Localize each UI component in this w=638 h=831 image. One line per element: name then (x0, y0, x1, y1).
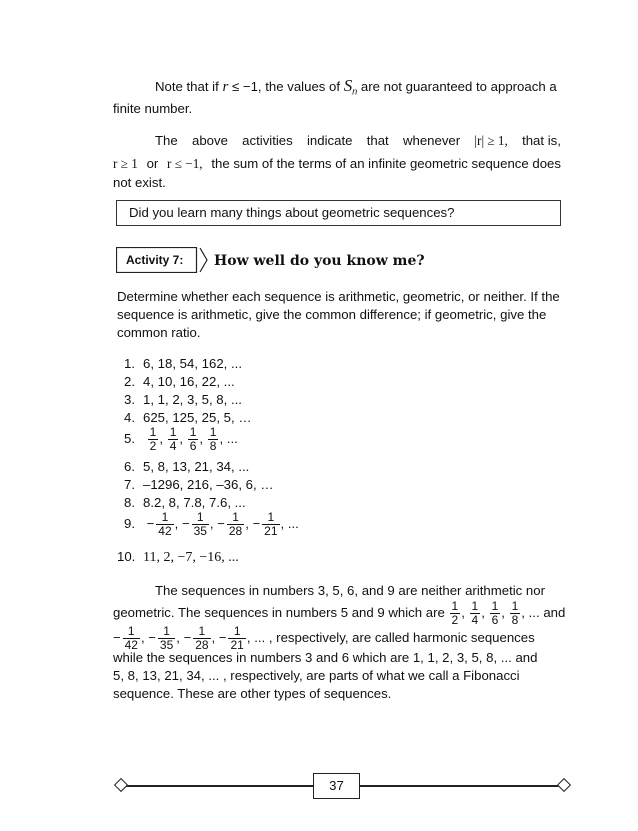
word: or (146, 156, 159, 171)
instruction-line: Determine whether each sequence is arithmetic, geometric, or neither. If the (117, 289, 560, 304)
word: whenever (402, 133, 461, 148)
activities-line-1 (155, 133, 561, 149)
footer-diamond-right (557, 778, 571, 792)
abs-r-inequality: |r| ≥ 1, (474, 133, 508, 148)
list-item: 9. − $\frac{1}{42}$ , − $\frac{1}{35}$ , − $\frac{1}{28}$ , − $\frac{1}{21}$ , ... (124, 510, 299, 539)
conclusion-line: while the sequences in numbers 3 and 6 which are 1, 1, 2, 3, 5, 8, ... and (113, 650, 538, 665)
question-box (116, 200, 561, 226)
subscript-n: n (352, 86, 358, 97)
fraction: $\frac{1}{6}$ (189, 425, 197, 454)
note-inequality: ≤ −1, (231, 79, 262, 94)
list-item: 6. 5, 8, 13, 21, 34, ... (124, 459, 250, 474)
variable-r: r (222, 79, 229, 95)
fraction: $\frac{1}{8}$ (209, 425, 217, 454)
conclusion-line: The sequences in numbers 3, 5, 6, and 9 are neither arithmetic nor (155, 583, 545, 598)
list-item: 4. 625, 125, 25, 5, … (124, 410, 252, 425)
note-text: are not guaranteed to approach a (360, 79, 557, 94)
instruction-line: common ratio. (117, 325, 201, 340)
list-item: 1. 6, 18, 54, 162, ... (124, 356, 242, 371)
list-item: 8. 8.2, 8, 7.8, 7.6, ... (124, 495, 246, 510)
instruction-line: sequence is arithmetic, give the common difference; if geometric, give the (117, 307, 547, 322)
note-text: the values of (265, 79, 341, 94)
list-item: 3. 1, 1, 2, 3, 5, 8, ... (124, 392, 242, 407)
fraction: $\frac{1}{42}$ (124, 624, 138, 653)
fraction: $\frac{1}{28}$ (228, 510, 243, 539)
variable-s: S (343, 76, 353, 95)
list-item: 7. –1296, 216, –36, 6, … (124, 477, 274, 492)
fraction: $\frac{1}{4}$ (471, 599, 479, 628)
fraction: $\frac{1}{6}$ (491, 599, 499, 628)
note-line-2: finite number. (113, 101, 193, 116)
word: activities (242, 133, 293, 148)
fraction: $\frac{1}{4}$ (169, 425, 177, 454)
list-item: 10. 11, 2, −7, −16, ... (117, 549, 239, 565)
fraction: $\frac{1}{42}$ (158, 510, 172, 539)
list-item: 2. 4, 10, 16, 22, ... (124, 374, 235, 389)
inequality: r ≤ −1, (167, 156, 203, 171)
word: above (191, 133, 228, 148)
word: that (366, 133, 389, 148)
fraction: $\frac{1}{35}$ (193, 510, 207, 539)
page-number: 37 (313, 773, 360, 799)
fraction: $\frac{1}{21}$ (264, 510, 278, 539)
fraction: $\frac{1}{2}$ (149, 425, 157, 454)
word: indicate (307, 133, 353, 148)
question-text: Did you learn many things about geometric sequences? (129, 205, 455, 220)
note-text: Note that if (155, 79, 219, 94)
footer-diamond-left (114, 778, 128, 792)
fraction: $\frac{1}{2}$ (451, 599, 459, 628)
conclusion-line: sequence. These are other types of sequences. (113, 686, 392, 701)
conclusion-line: 5, 8, 13, 21, 34, ... , respectively, are parts of what we call a Fibonacci (113, 668, 520, 683)
activity-title: How well do you know me? (214, 253, 425, 269)
fraction: $\frac{1}{35}$ (159, 624, 174, 653)
fraction: $\frac{1}{8}$ (511, 599, 519, 628)
fraction: $\frac{1}{28}$ (195, 624, 209, 653)
inequality: r ≥ 1 (113, 156, 138, 171)
word: that is, (522, 133, 561, 148)
activities-line-2 (113, 156, 561, 172)
activities-line-3: not exist. (113, 175, 166, 190)
activity-label: Activity 7: (126, 253, 184, 267)
sentence: the sum of the terms of an infinite geometric sequence does (211, 156, 561, 171)
conclusion-line-3: − $\frac{1}{42}$ , − $\frac{1}{35}$ , − $\frac{1}{28}$ , − $\frac{1}{21}$ , ... , respectively, are called harmonic sequences (113, 624, 535, 653)
word: The (155, 133, 178, 148)
list-item: 5. $\frac{1}{2}$ , $\frac{1}{4}$ , $\frac{1}{6}$ , $\frac{1}{8}$ , ... (124, 425, 238, 454)
conclusion-line-2: geometric. The sequences in numbers 5 and 9 which are $\frac{1}{2}$ , $\frac{1}{4}$ , $\frac{1}{6}$ , $\frac{1}{8}$ , ... and (113, 599, 566, 628)
activity-label-badge (116, 247, 204, 273)
fraction: $\frac{1}{21}$ (230, 624, 244, 653)
note-line-1 (155, 78, 557, 100)
